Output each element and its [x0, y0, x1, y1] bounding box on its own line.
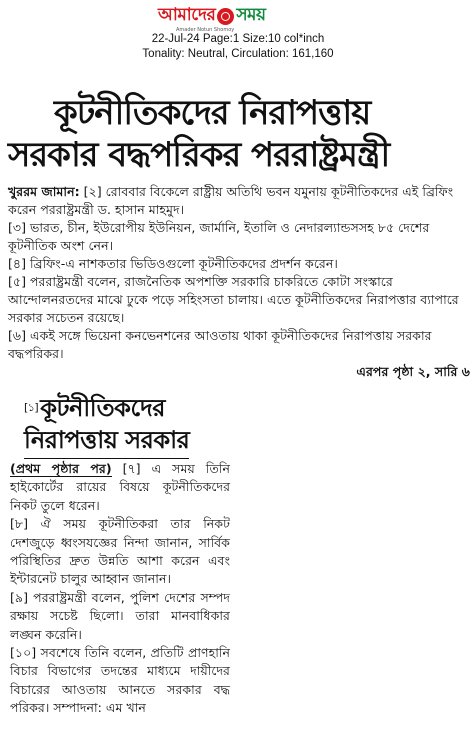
paragraph-6: [৬] একই সঙ্গে ভিয়েনা কনভেনশনের আওতায় থাকা কূটনীতিকদের নিরাপত্তায় সরকার বদ্ধপরিকর। — [8, 328, 432, 361]
jump-paragraph-10: [১০] সবশেষে তিনি বলেন, প্রতিটি প্রাণহানি বিচার বিভাগের তদন্তের মাধ্যমে দায়ীদের বিচারের আওতায় আনতে সরকার বদ্ধ পরিকর। সম্পাদনা: এম খান — [10, 645, 230, 716]
jump-paragraph-7-text: [৭] এ সময় তিনি হাইকোর্টের রায়ের বিষয়ে কূটনীতিকদের নিকট তুলে ধরেন। — [10, 461, 231, 513]
clip-meta-tonality: Tonality: Neutral, Circulation: 161,160 — [142, 48, 334, 60]
continued-note: এরপর পৃষ্ঠা ২, সারি ৬ — [356, 364, 470, 379]
logo-tagline: Amader Notun Shomoy — [176, 27, 235, 33]
jump-paragraph-9: [৯] পররাষ্ট্রমন্ত্রী বলেন, পুলিশ দেশের সম্পদ রক্ষায় সচেষ্ট ছিলো। তারা মানবাধিকার লঙ্ঘন করেনি। — [10, 589, 230, 642]
jump-headline — [24, 392, 284, 459]
paragraph-3: [৩] ভারত, চীন, ইউরোপীয় ইউনিয়ন, জার্মানি, ইতালি ও নেদারল্যান্ডসসহ ৮৫ দেশের কূটনীতিক অংশ নেন। — [8, 220, 430, 253]
jump-paragraph-8: [৮] ঐ সময় কূটনীতিকরা তার নিকট দেশজুড়ে ধ্বংসযজ্ঞের নিন্দা জানান, সার্বিক পরিস্থিতির দ্রুত উন্নতি আশা করেন এবং ইন্টারনেট চালুর আহ্বান জানান। — [10, 516, 230, 587]
jump-headline-line-2: নিরাপত্তায় সরকার — [24, 424, 189, 459]
masthead — [0, 2, 476, 33]
headline-line-1: কূটনীতিকদের নিরাপত্তায় — [54, 93, 371, 133]
jump-marker: [১] — [24, 401, 39, 414]
jump-headline-line-1 — [24, 392, 284, 424]
newspaper-logo — [158, 4, 266, 28]
paragraph-2-text: [২] রোববার বিকেলে রাষ্ট্রীয় অতিথি ভবন যমুনায় কূটনীতিকদের এই ব্রিফিং করেন পররাষ্ট্রমন্ত্রী ড. হাসান মাহমুদ। — [8, 184, 454, 217]
paragraph-4: [৪] ব্রিফিং-এ নাশকতার ভিডিওগুলো কূটনীতিকদের প্রদর্শন করেন। — [8, 256, 338, 271]
continued-from-label: (প্রথম পৃষ্ঠার পর) — [10, 461, 112, 476]
article-body — [8, 183, 470, 381]
jump-body — [10, 460, 230, 718]
headline-line-2: সরকার বদ্ধপরিকর পররাষ্ট্রমন্ত্রী — [8, 135, 390, 175]
paragraph-2 — [8, 183, 470, 219]
jump-headline-text-1: কূটনীতিকদের — [40, 394, 165, 422]
headline — [8, 92, 468, 176]
logo-seal-icon — [217, 8, 234, 25]
byline: খুররম জামান: — [8, 184, 80, 199]
clip-meta-date-page: 22-Jul-24 Page:1 Size:10 col*inch — [151, 33, 325, 45]
paragraph-5: [৫] পররাষ্ট্রমন্ত্রী বলেন, রাজনৈতিক অপশক্তি সরকারি চাকরিতে কোটা সংস্কারে আন্দোলনরতদের মাঝে ঢুকে পড়ে সহিংসতা চালায়। এতে কূটনীতিকদের নিরাপত্তার ব্যাপারে সরকার সচেতন রয়েছে। — [8, 274, 459, 325]
jump-paragraph-7 — [10, 460, 230, 515]
logo-text-left: আমাদের — [158, 5, 216, 25]
logo-text-right: সময় — [236, 5, 266, 25]
